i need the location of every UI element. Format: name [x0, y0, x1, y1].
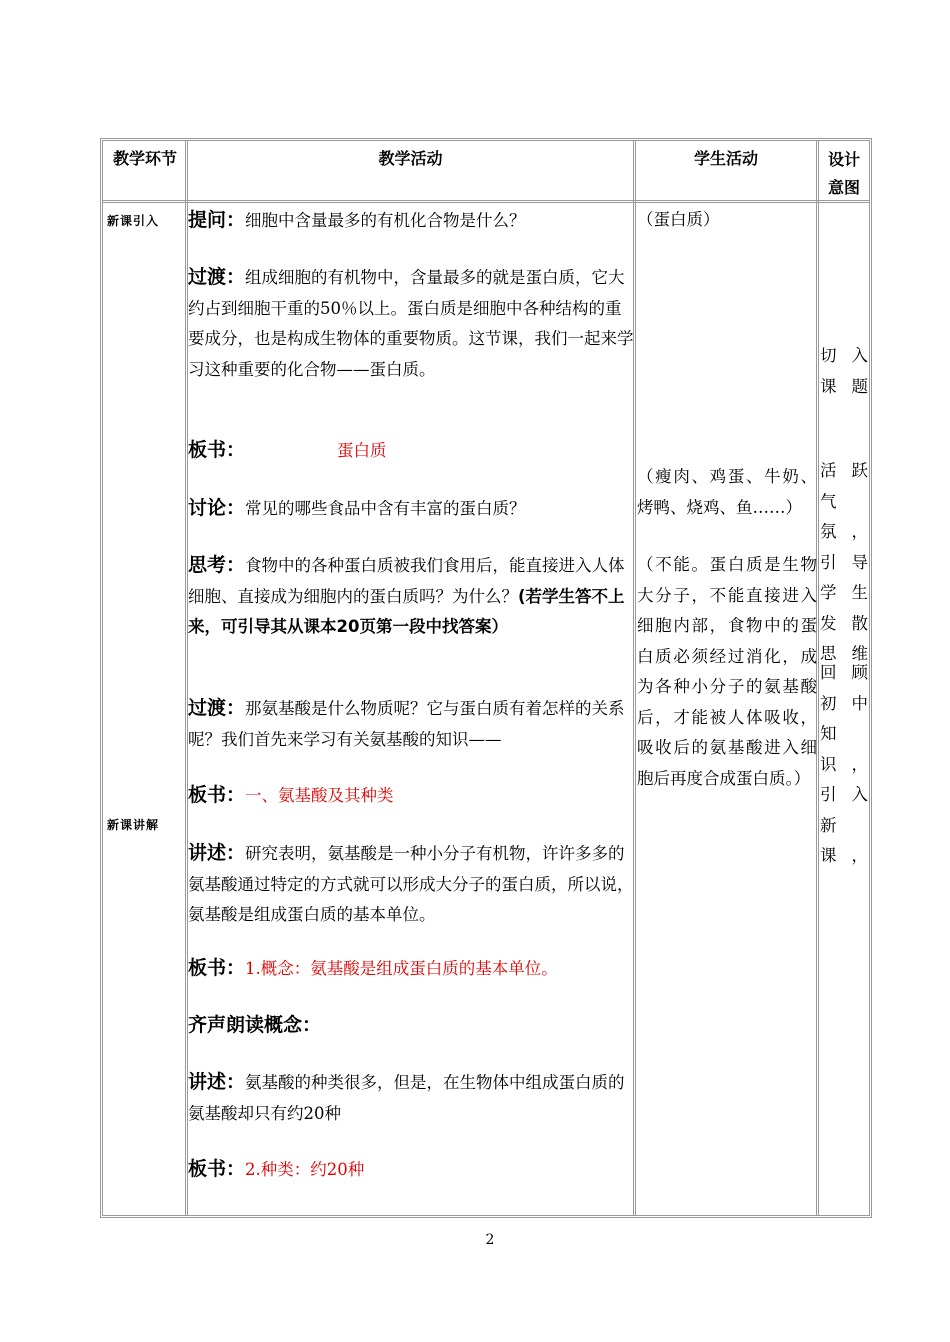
teacher-activity-item [188, 693, 636, 755]
teacher-activity-item [188, 262, 636, 385]
activity-label: 齐声朗读概念： [188, 1014, 322, 1036]
teacher-activity-item [188, 1067, 636, 1129]
teacher-activity-item [188, 205, 636, 237]
teacher-activity-item [188, 780, 636, 812]
page-number: 2 [485, 1232, 495, 1248]
teacher-activity-item [188, 838, 636, 931]
activity-hint: (若学生答不上来，可引导其从课本20页第一段中找答案） [188, 586, 625, 636]
teacher-activity-item [188, 550, 636, 643]
student-activity-item: （蛋白质） [637, 210, 720, 229]
activity-label: 板书： [188, 1158, 246, 1180]
activity-label: 板书： [188, 439, 246, 461]
activity-text: 食物中的各种蛋白质被我们食用后，能直接进入人体细胞、直接成为细胞内的蛋白质吗？为什么？ [188, 556, 625, 606]
activity-text: 细胞中含量最多的有机化合物是什么？ [245, 211, 526, 230]
board-text: 一、氨基酸及其种类 [245, 786, 394, 805]
header-divider [103, 200, 869, 203]
board-text: 1.概念：氨基酸是组成蛋白质的基本单位。 [245, 959, 558, 978]
activity-label: 过渡： [188, 697, 246, 719]
teacher-activity-item [188, 1010, 636, 1042]
activity-text: 氨基酸的种类很多，但是，在生物体中组成蛋白质的氨基酸却只有约20种 [188, 1073, 625, 1123]
student-activity-item: （瘦肉、鸡蛋、牛奶、烤鸭、烧鸡、鱼……） [637, 467, 817, 517]
activity-label: 讨论： [188, 497, 246, 519]
design-intent-item: 活跃气氛，引导学生发散思维 [820, 461, 868, 663]
activity-label: 板书： [188, 957, 246, 979]
activity-text: 研究表明，氨基酸是一种小分子有机物，许许多多的氨基酸通过特定的方式就可以形成大分子的蛋白质，所以说，氨基酸是组成蛋白质的基本单位。 [188, 844, 634, 924]
activity-text: 那氨基酸是什么物质呢？它与蛋白质有着怎样的关系呢？我们首先来学习有关氨基酸的知识—— [188, 699, 625, 749]
activity-label: 讲述： [188, 1071, 246, 1093]
activity-label: 过渡： [188, 266, 246, 288]
board-text: 2.种类：约20种 [245, 1160, 365, 1179]
header-design-intent [819, 146, 869, 202]
design-intent-item: 回顾初中知识，引入新课， [820, 663, 868, 865]
activity-label: 板书： [188, 784, 246, 806]
teacher-activity-item [188, 435, 636, 467]
design-intent-item: 切入课题 [820, 346, 868, 396]
activity-label: 思考： [188, 554, 246, 576]
activity-text: 常见的哪些食品中含有丰富的蛋白质？ [245, 499, 526, 518]
header-teacher-activity: 教学活动 [378, 149, 443, 168]
teacher-activity-item [188, 1154, 636, 1186]
teacher-activity-item [188, 953, 636, 985]
header-design-line: 意图 [827, 178, 860, 197]
stage-intro: 新课引入 [107, 214, 160, 228]
stage-lecture: 新课讲解 [107, 818, 160, 832]
header-student-activity: 学生活动 [693, 149, 758, 168]
board-text: 蛋白质 [337, 441, 387, 460]
activity-text: 组成细胞的有机物中，含量最多的就是蛋白质，它大约占到细胞干重的50％以上。蛋白质是细胞中各种结构的重要成分，也是构成生物体的重要物质。这节课，我们一起来学习这种重要的化合物——蛋白质。 [188, 268, 634, 379]
student-activity-item: （不能。蛋白质是生物大分子，不能直接进入细胞内部，食物中的蛋白质必须经过消化，成为各种小分子的氨基酸后，才能被人体吸收，吸收后的氨基酸进入细胞后再度合成蛋白质。） [637, 555, 817, 788]
teacher-activity-item [188, 493, 636, 525]
header-design-line: 设计 [827, 150, 860, 169]
header-stage: 教学环节 [112, 149, 177, 168]
activity-label: 讲述： [188, 842, 246, 864]
activity-label: 提问： [188, 209, 246, 231]
